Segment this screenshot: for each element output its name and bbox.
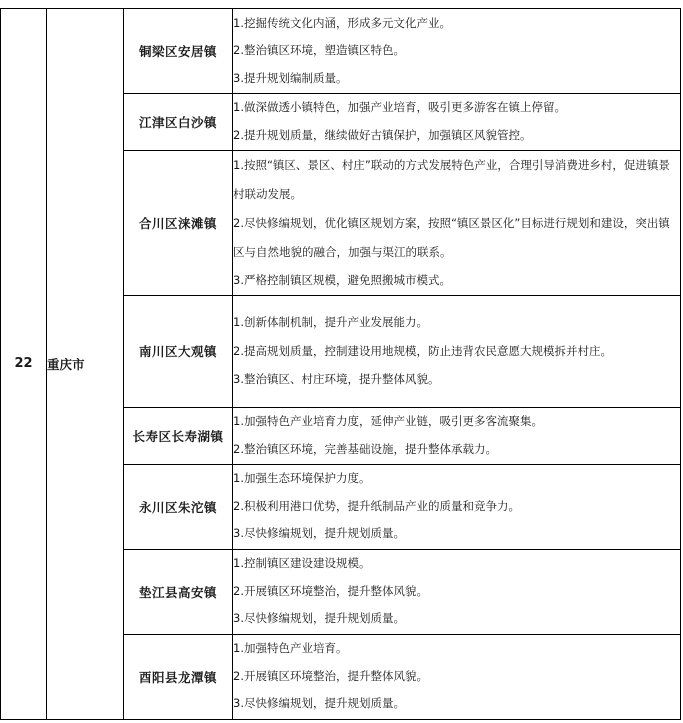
town-name: 铜梁区安居镇 [124, 9, 233, 94]
town-suggestions [233, 94, 681, 151]
town-suggestions [233, 407, 681, 464]
suggestion-item: 2.尽快修编规划，优化镇区规划方案，按照“镇区景区化”目标进行规划和建设，突出镇区与自然地貌的融合，加强与渠江的联系。 [233, 216, 670, 259]
suggestion-item: 3.提升规划编制质量。 [233, 70, 348, 85]
town-suggestions [233, 464, 681, 549]
suggestion-item: 2.提升规划质量，继续做好古镇保护，加强镇区风貌管控。 [233, 128, 532, 142]
row-number: 22 [1, 9, 47, 720]
town-name: 江津区白沙镇 [124, 94, 233, 151]
town-suggestions [233, 634, 681, 719]
city-name: 重庆市 [47, 9, 124, 720]
suggestion-item: 1.加强生态环境保护力度。 [233, 471, 371, 486]
town-review-table [0, 8, 681, 720]
suggestion-item: 2.开展镇区环境整治，提升整体风貌。 [233, 583, 428, 598]
suggestion-item: 2.提高规划质量，控制建设用地规模，防止违背农民意愿大规模拆并村庄。 [233, 343, 612, 358]
town-name: 合川区涞滩镇 [124, 151, 233, 296]
town-name: 垫江县高安镇 [124, 549, 233, 634]
table-row [1, 9, 681, 94]
suggestion-item: 1.加强特色产业培育力度，延伸产业链，吸引更多客流聚集。 [233, 414, 543, 428]
suggestion-item: 1.按照“镇区、景区、村庄”联动的方式发展特色产业，合理引导消费进乡村，促进镇景村联动发展。 [233, 158, 670, 201]
suggestion-item: 3.尽快修编规划，提升规划质量。 [233, 526, 405, 541]
suggestion-item: 1.创新体制机制，提升产业发展能力。 [233, 315, 428, 329]
suggestion-item: 1.加强特色产业培育。 [233, 641, 348, 656]
town-name: 酉阳县龙潭镇 [124, 634, 233, 719]
suggestion-item: 1.做深做透小镇特色，加强产业培育，吸引更多游客在镇上停留。 [233, 100, 566, 115]
suggestion-item: 2.积极利用港口优势，提升纸制品产业的质量和竞争力。 [233, 498, 520, 513]
suggestion-item: 3.整治镇区、村庄环境，提升整体风貌。 [233, 371, 440, 386]
suggestion-item: 2.开展镇区环境整治，提升整体风貌。 [233, 668, 428, 683]
suggestion-item: 3.严格控制镇区规模，避免照搬城市模式。 [233, 273, 451, 287]
town-name: 永川区朱沱镇 [124, 464, 233, 549]
town-suggestions [233, 151, 681, 296]
town-suggestions [233, 295, 681, 407]
suggestion-item: 2.整治镇区环境，塑造镇区特色。 [233, 43, 405, 58]
town-suggestions [233, 9, 681, 94]
town-name: 长寿区长寿湖镇 [124, 407, 233, 464]
suggestion-item: 2.整治镇区环境，完善基础设施，提升整体承载力。 [233, 441, 497, 456]
suggestion-item: 1.挖掘传统文化内涵，形成多元文化产业。 [233, 15, 451, 30]
suggestion-item: 3.尽快修编规划，提升规划质量。 [233, 696, 405, 711]
suggestion-item: 3.尽快修编规划，提升规划质量。 [233, 611, 405, 626]
town-suggestions [233, 549, 681, 634]
suggestion-item: 1.控制镇区建设建设规模。 [233, 556, 371, 571]
town-name: 南川区大观镇 [124, 295, 233, 407]
